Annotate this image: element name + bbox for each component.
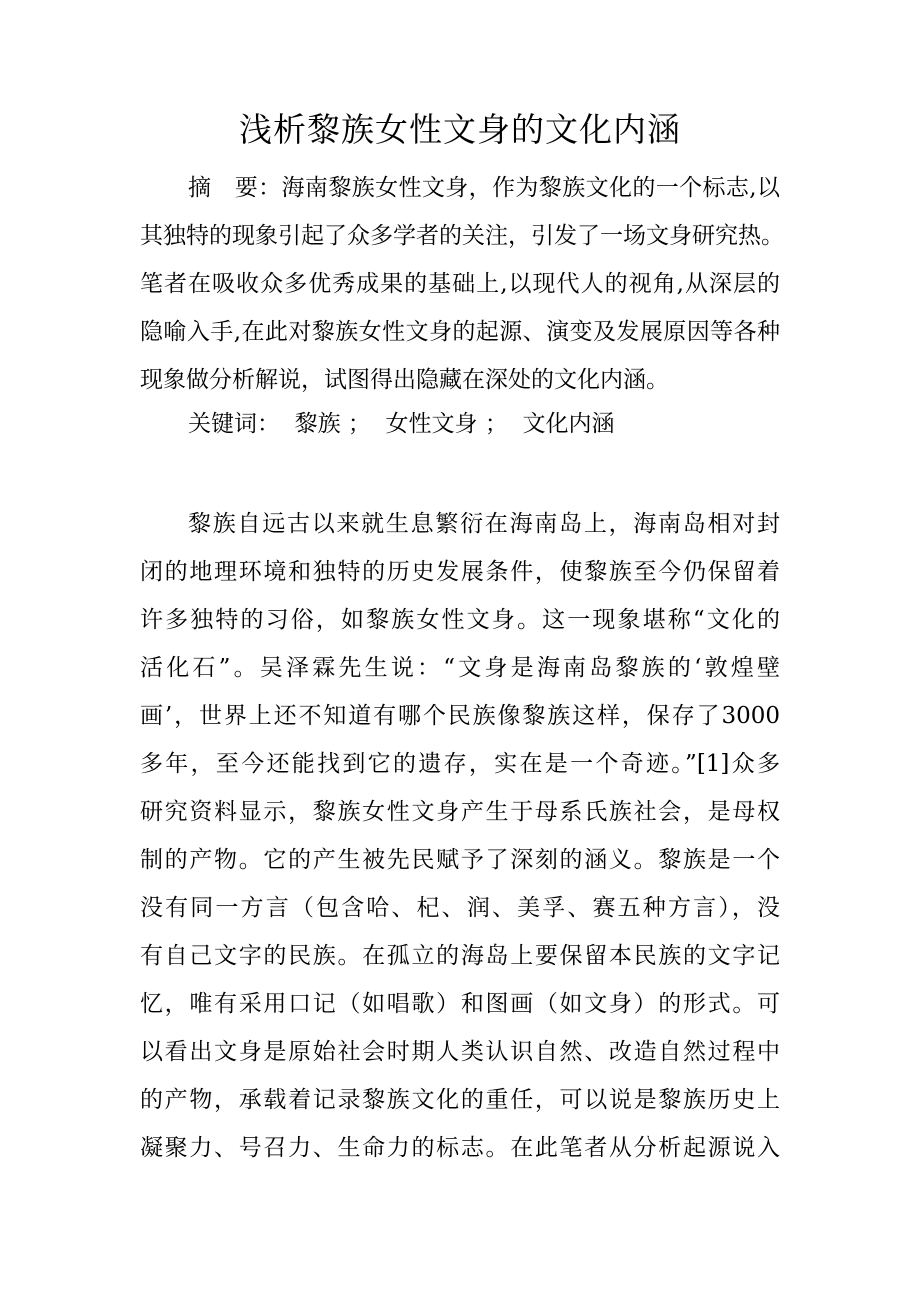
body-line: 有自己文字的民族。在孤立的海岛上要保留本民族的文字记 — [140, 943, 780, 969]
abstract-line: 其独特的现象引起了众多学者的关注，引发了一场文身研究热。 — [140, 223, 784, 249]
body-line: 没有同一方言（包含哈、杞、润、美孚、赛五种方言），没 — [140, 895, 780, 921]
body-line: 闭的地理环境和独特的历史发展条件，使黎族至今仍保留着 — [140, 559, 780, 585]
body-line: 许多独特的习俗，如黎族女性文身。这一现象堪称“文化的 — [140, 607, 780, 633]
body-line: 研究资料显示，黎族女性文身产生于母系氏族社会，是母权 — [140, 799, 780, 825]
abstract-line: 现象做分析解说，试图得出隐藏在深处的文化内涵。 — [140, 367, 669, 393]
body-line: 以看出文身是原始社会时期人类认识自然、改造自然过程中 — [140, 1039, 780, 1065]
keywords-line: 关键词： 黎族 ； 女性文身 ； 文化内涵 — [188, 411, 615, 437]
abstract-line: 摘 要：海南黎族女性文身，作为黎族文化的一个标志,以 — [188, 175, 780, 201]
body-line: 多年，至今还能找到它的遗存，实在是一个奇迹。”[1]众多 — [140, 751, 780, 777]
body-line: 活化石”。吴泽霖先生说：“文身是海南岛黎族的‘敦煌壁 — [140, 655, 780, 681]
abstract-line: 隐喻入手,在此对黎族女性文身的起源、演变及发展原因等各种 — [140, 319, 780, 345]
abstract-line: 笔者在吸收众多优秀成果的基础上,以现代人的视角,从深层的 — [140, 271, 780, 297]
body-line: 画’，世界上还不知道有哪个民族像黎族这样，保存了3000 — [140, 703, 780, 729]
body-line: 黎族自远古以来就生息繁衍在海南岛上，海南岛相对封 — [188, 511, 780, 537]
body-line: 制的产物。它的产生被先民赋予了深刻的涵义。黎族是一个 — [140, 847, 780, 873]
body-line: 凝聚力、号召力、生命力的标志。在此笔者从分析起源说入 — [140, 1135, 780, 1161]
body-line: 忆，唯有采用口记（如唱歌）和图画（如文身）的形式。可 — [140, 991, 780, 1017]
document-title: 浅析黎族女性文身的文化内涵 — [239, 110, 681, 149]
body-line: 的产物，承载着记录黎族文化的重任，可以说是黎族历史上 — [140, 1087, 780, 1113]
